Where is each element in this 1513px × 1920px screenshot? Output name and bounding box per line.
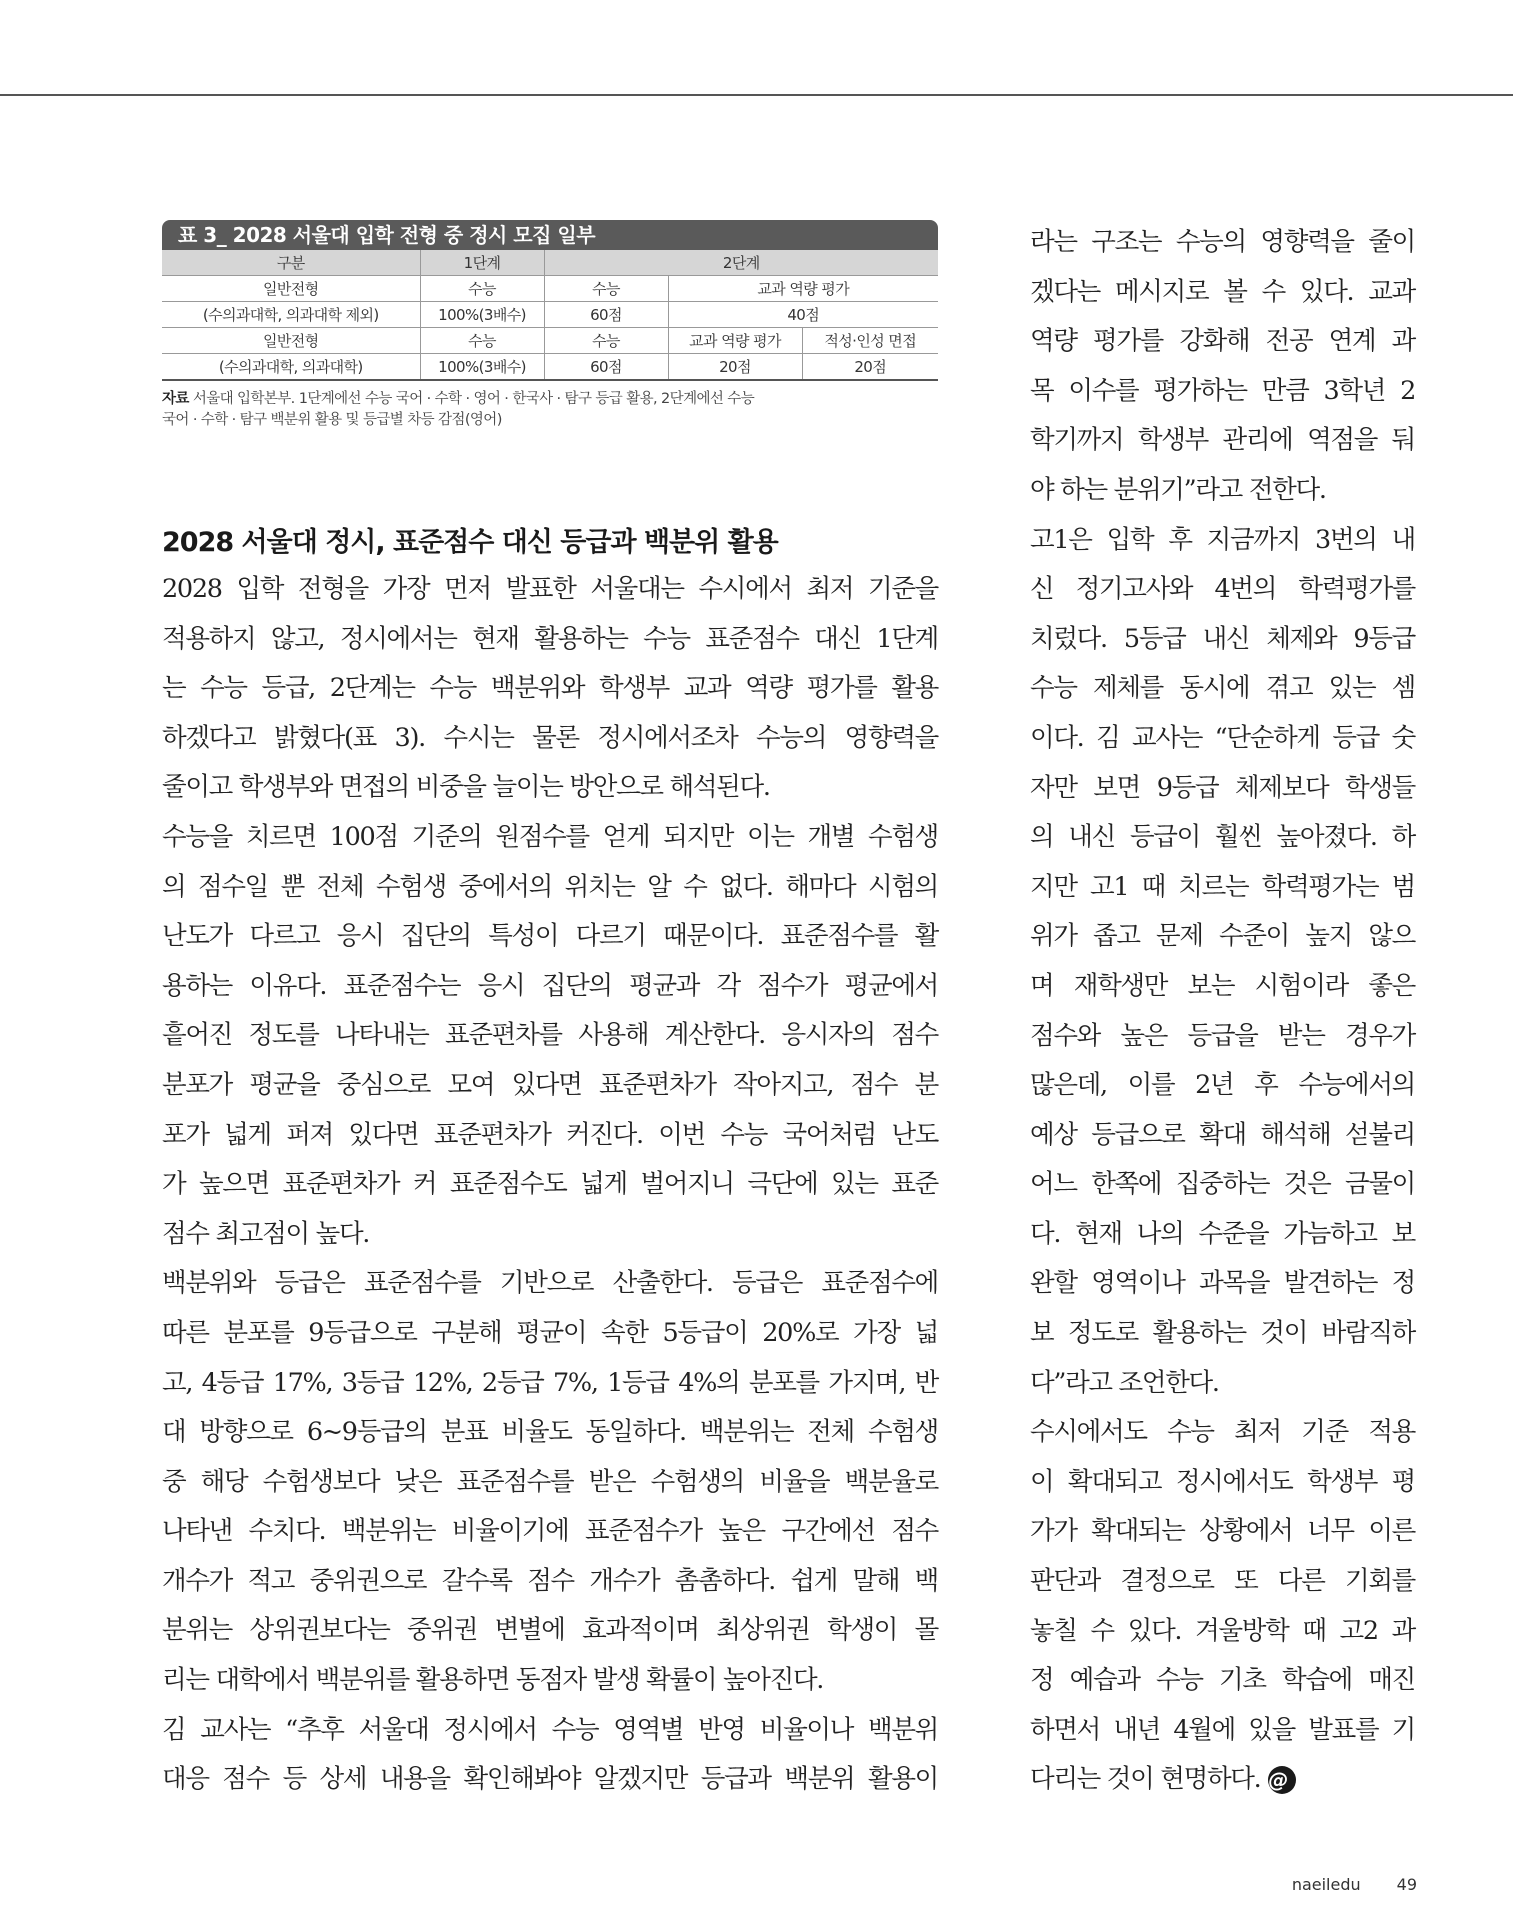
- text-line: 라는 구조는 수능의 영향력을 줄이: [1030, 227, 1415, 257]
- text-line: 수능을 치르면 100점 기준의 원점수를 얻게 되지만 이는 개별 수험생: [162, 821, 938, 852]
- text-line: 분위는 상위권보다는 중위권 변별에 효과적이며 최상위권 학생이 몰: [162, 1615, 938, 1646]
- text-line: 중 해당 수험생보다 낮은 표준점수를 받은 수험생의 비율을 백분율로: [162, 1466, 938, 1497]
- text-line: 는 수능 등급, 2단계는 수능 백분위와 학생부 교과 역량 평가를 활용: [162, 673, 938, 704]
- text-line: 목 이수를 평가하는 만큼 3학년 2: [1030, 375, 1415, 406]
- text-line: 용하는 이유다. 표준점수는 응시 집단의 평균과 각 점수가 평균에서: [162, 970, 938, 1001]
- text-line: 리는 대학에서 백분위를 활용하면 동점자 발생 확률이 높아진다.: [162, 1665, 824, 1696]
- text-line: 겠다는 메시지로 볼 수 있다. 교과: [1030, 276, 1415, 307]
- table-grid: [162, 250, 938, 381]
- text-line: 김 교사는 “추후 서울대 정시에서 수능 영역별 반영 비율이나 백분위: [162, 1714, 938, 1745]
- text-line: 놓칠 수 있다. 겨울방학 때 고2 과: [1030, 1615, 1415, 1646]
- source-line1: 서울대 입학본부. 1단계에선 수능 국어 · 수학 · 영어 · 한국사 · 탐구 등급 활용, 2단계에선 수능: [192, 391, 755, 407]
- text-line: 완할 영역이나 과목을 발견하는 정: [1030, 1268, 1415, 1299]
- text-line: 백분위와 등급은 표준점수를 기반으로 산출한다. 등급은 표준점수에: [162, 1268, 938, 1299]
- section-heading: 2028 서울대 정시, 표준점수 대신 등급과 백분위 활용: [162, 527, 778, 558]
- row2-name-line1: 일반전형: [162, 328, 420, 354]
- row1-eval-value: 40점: [668, 302, 938, 328]
- text-line: 적용하지 않고, 정시에서는 현재 활용하는 수능 표준점수 대신 1단계: [162, 623, 938, 654]
- row1-suneung-label: 수능: [544, 276, 668, 302]
- table-source: [162, 389, 938, 431]
- page-footer: [1292, 1875, 1417, 1894]
- row1-name-line2: (수의과대학, 의과대학 제외): [162, 302, 420, 328]
- text-line: 포가 넓게 퍼져 있다면 표준편차가 커진다. 이번 수능 국어처럼 난도: [162, 1119, 938, 1150]
- header-stage2: 2단계: [544, 250, 938, 276]
- text-line: 가 높으면 표준편차가 커 표준점수도 넓게 벌어지니 극단에 있는 표준: [162, 1169, 938, 1200]
- row2-interview-value: 20점: [802, 354, 938, 381]
- row2-stage1-value: 100%(3배수): [420, 354, 544, 381]
- text-line: 수능 제체를 동시에 겪고 있는 셈: [1030, 673, 1415, 704]
- text-line: 많은데, 이를 2년 후 수능에서의: [1030, 1070, 1415, 1101]
- table-row: [162, 354, 938, 381]
- header-stage1: 1단계: [420, 250, 544, 276]
- text-line: 지만 고1 때 치르는 학력평가는 범: [1030, 871, 1415, 902]
- row2-eval-value: 20점: [668, 354, 802, 381]
- table-row: [162, 302, 938, 328]
- admission-table: [162, 220, 938, 431]
- text-line: 보 정도로 활용하는 것이 바람직하: [1030, 1318, 1415, 1349]
- text-line: 개수가 적고 중위권으로 갈수록 점수 개수가 촘촘하다. 쉽게 말해 백: [162, 1565, 938, 1596]
- text-line: 예상 등급으로 확대 해석해 섣불리: [1030, 1119, 1415, 1150]
- text-line: 신 정기고사와 4번의 학력평가를: [1030, 574, 1415, 605]
- text-line: 흩어진 정도를 나타내는 표준편차를 사용해 계산한다. 응시자의 점수: [162, 1020, 938, 1051]
- text-line: 의 점수일 뿐 전체 수험생 중에서의 위치는 알 수 없다. 해마다 시험의: [162, 871, 938, 902]
- table-row: [162, 276, 938, 302]
- text-line: 2028 입학 전형을 가장 먼저 발표한 서울대는 수시에서 최저 기준을: [162, 574, 938, 604]
- top-rule: [0, 94, 1513, 96]
- text-line: 학기까지 학생부 관리에 역점을 둬: [1030, 425, 1415, 456]
- text-line: 하겠다고 밝혔다(표 3). 수시는 물론 정시에서조차 수능의 영향력을: [162, 722, 938, 753]
- text-line: 줄이고 학생부와 면접의 비중을 늘이는 방안으로 해석된다.: [162, 772, 770, 803]
- row2-suneung-label: 수능: [544, 328, 668, 354]
- table-title: 표 3_ 2028 서울대 입학 전형 중 정시 모집 일부: [162, 220, 938, 250]
- row2-suneung-value: 60점: [544, 354, 668, 381]
- footer-brand: naeiledu: [1291, 1875, 1361, 1894]
- table-header-row: [162, 250, 938, 276]
- text-line: 정 예습과 수능 기초 학습에 매진: [1030, 1665, 1415, 1696]
- text-line: 의 내신 등급이 훨씬 높아졌다. 하: [1030, 822, 1415, 853]
- text-line: 판단과 결정으로 또 다른 기회를: [1030, 1566, 1415, 1597]
- page-number: 49: [1396, 1875, 1417, 1894]
- text-line: 점수와 높은 등급을 받는 경우가: [1030, 1020, 1415, 1051]
- text-line: 가가 확대되는 상황에서 너무 이른: [1030, 1516, 1415, 1547]
- text-line: 대응 점수 등 상세 내용을 확인해봐야 알겠지만 등급과 백분위 활용이: [162, 1764, 938, 1795]
- text-line: 며 재학생만 보는 시험이라 좋은: [1030, 970, 1415, 1001]
- text-line: 역량 평가를 강화해 전공 연계 과: [1030, 326, 1415, 357]
- text-line: 다. 현재 나의 수준을 가늠하고 보: [1030, 1218, 1415, 1249]
- row2-stage1-label: 수능: [420, 328, 544, 354]
- end-mark-icon: @: [1268, 1766, 1296, 1794]
- text-line: 이다. 김 교사는 “단순하게 등급 숫: [1030, 722, 1415, 753]
- source-label: 자료: [162, 391, 189, 407]
- text-line: 난도가 다르고 응시 집단의 특성이 다르기 때문이다. 표준점수를 활: [162, 921, 938, 952]
- text-line: 다”라고 조언한다.: [1030, 1367, 1219, 1398]
- text-line: 야 하는 분위기”라고 전한다.: [1030, 474, 1326, 505]
- text-line: 어느 한쪽에 집중하는 것은 금물이: [1030, 1169, 1415, 1200]
- header-category: 구분: [162, 250, 420, 276]
- source-line2: 국어 · 수학 · 탐구 백분위 활용 및 등급별 차등 감점(영어): [162, 412, 502, 428]
- text-line: 나타낸 수치다. 백분위는 비율이기에 표준점수가 높은 구간에선 점수: [162, 1516, 938, 1547]
- row2-interview-label: 적성·인성 면접: [802, 328, 938, 354]
- row1-stage1-label: 수능: [420, 276, 544, 302]
- text-line: 고1은 입학 후 지금까지 3번의 내: [1030, 524, 1415, 555]
- table-row: [162, 328, 938, 354]
- row1-name-line1: 일반전형: [162, 276, 420, 302]
- text-line: 이 확대되고 정시에서도 학생부 평: [1030, 1466, 1415, 1497]
- text-line: 자만 보면 9등급 체제보다 학생들: [1030, 772, 1415, 803]
- text-line: 대 방향으로 6~9등급의 분표 비율도 동일하다. 백분위는 전체 수험생: [162, 1417, 938, 1448]
- text-line: 수시에서도 수능 최저 기준 적용: [1030, 1417, 1415, 1448]
- text-line: 위가 좁고 문제 수준이 높지 않으: [1030, 921, 1415, 952]
- row1-eval-label: 교과 역량 평가: [668, 276, 938, 302]
- text-line: 하면서 내년 4월에 있을 발표를 기: [1030, 1714, 1415, 1745]
- row1-stage1-value: 100%(3배수): [420, 302, 544, 328]
- row2-name-line2: (수의과대학, 의과대학): [162, 354, 420, 381]
- text-line: 점수 최고점이 높다.: [162, 1218, 370, 1249]
- text-line: 분포가 평균을 중심으로 모여 있다면 표준편차가 작아지고, 점수 분: [162, 1069, 938, 1100]
- text-line: 고, 4등급 17%, 3등급 12%, 2등급 7%, 1등급 4%의 분포를 가지며, 반: [162, 1367, 938, 1398]
- row2-eval-label: 교과 역량 평가: [668, 328, 802, 354]
- right-column: [1030, 218, 1415, 1805]
- row1-suneung-value: 60점: [544, 302, 668, 328]
- text-line: 따른 분포를 9등급으로 구분해 평균이 속한 5등급이 20%로 가장 넓: [162, 1317, 938, 1348]
- left-column: [162, 565, 938, 1805]
- text-line: 다리는 것이 현명하다. @: [1030, 1755, 1415, 1805]
- text-line: 치렀다. 5등급 내신 체제와 9등급: [1030, 623, 1415, 654]
